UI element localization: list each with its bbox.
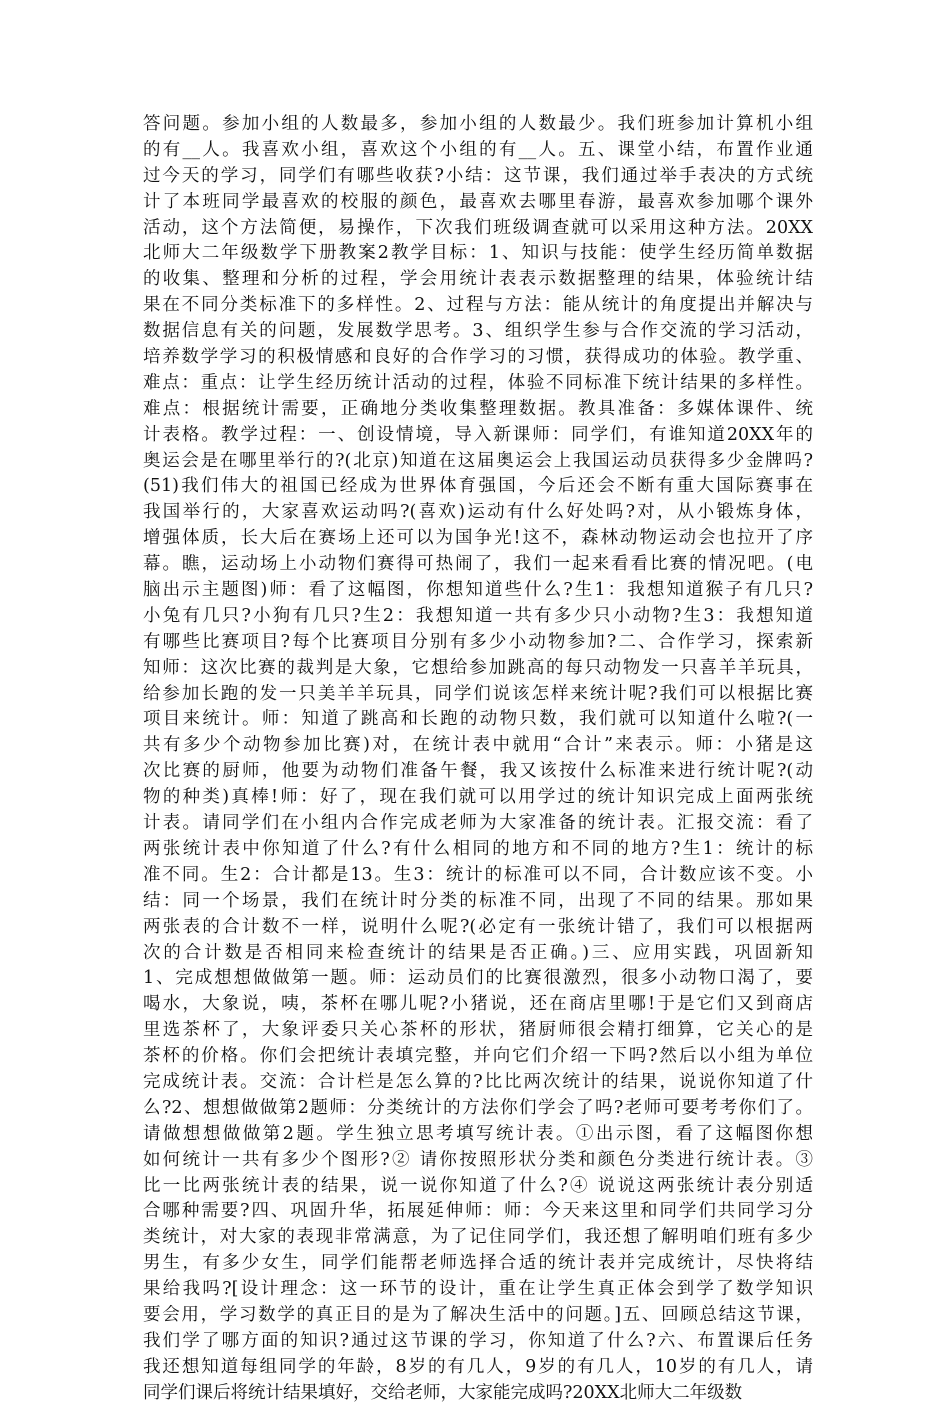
text-line: 共有多少个动物参加比赛)对，在统计表中就用“合计”来表示。师：小猪是这 — [143, 735, 813, 756]
text-line: 幕。瞧，运动场上小动物们赛得可热闹了，我们一起来看看比赛的情况吧。(电 — [143, 554, 813, 575]
text-line: 北师大二年级数学下册教案2教学目标：1、知识与技能：使学生经历简单数据 — [143, 243, 813, 264]
text-line: 脑出示主题图)师：看了这幅图，你想知道些什么?生1：我想知道猴子有几只? — [143, 580, 813, 601]
text-line: 答问题。参加小组的人数最多，参加小组的人数最少。我们班参加计算机小组 — [143, 114, 813, 134]
text-line: 同学们课后将统计结果填好，交给老师，大家能完成吗?20XX北师大二年级数 — [143, 1382, 743, 1403]
text-line: 给参加长跑的发一只美羊羊玩具，同学们说该怎样来统计呢?我们可以根据比赛 — [143, 683, 813, 704]
text-line: 类统计，对大家的表现非常满意，为了记住同学们，我还想了解明咱们班有多少 — [143, 1227, 813, 1248]
text-line: 我们学了哪方面的知识?通过这节课的学习，你知道了什么?六、布置课后任务 — [143, 1330, 813, 1351]
text-line: 过今天的学习，同学们有哪些收获?小结：这节课，我们通过举手表决的方式统 — [143, 165, 813, 186]
text-line: 里选茶杯了，大象评委只关心茶杯的形状，猪厨师很会精打细算，它关心的是 — [143, 1020, 813, 1041]
text-line: 1、完成想想做做第一题。师：运动员们的比赛很激烈，很多小动物口渴了，要 — [143, 968, 813, 989]
text-line: 有哪些比赛项目?每个比赛项目分别有多少小动物参加?二、合作学习，探索新 — [143, 631, 813, 652]
text-line: 男生，有多少女生，同学们能帮老师选择合适的统计表并完成统计，尽快将结 — [143, 1253, 813, 1274]
text-line: 计表格。教学过程：一、创设情境，导入新课师：同学们，有谁知道20XX年的 — [143, 424, 813, 445]
text-line: 我国举行的，大家喜欢运动吗?(喜欢)运动有什么好处吗?对，从小锻炼身体， — [143, 502, 813, 523]
text-line: 喝水，大象说，咦，茶杯在哪儿呢?小猪说，还在商店里哪!于是它们又到商店 — [143, 994, 813, 1015]
text-line: 物的种类)真棒!师：好了，现在我们就可以用学过的统计知识完成上面两张统 — [143, 787, 813, 808]
text-line: 计表。请同学们在小组内合作完成老师为大家准备的统计表。汇报交流：看了 — [143, 813, 813, 834]
text-line: 计了本班同学最喜欢的校服的颜色，最喜欢去哪里春游，最喜欢参加哪个课外 — [143, 191, 813, 212]
text-line: 两张表的合计数不一样，说明什么呢?(必定有一张统计错了，我们可以根据两 — [143, 916, 813, 937]
text-line: (51)我们伟大的祖国已经成为世界体育强国，今后还会不断有重大国际赛事在 — [143, 476, 813, 497]
text-line: 次的合计数是否相同来检查统计的结果是否正确。)三、应用实践，巩固新知 — [143, 942, 813, 963]
text-line: 我还想知道每组同学的年龄，8岁的有几人，9岁的有几人，10岁的有几人，请 — [143, 1356, 813, 1377]
text-line: 的有__人。我喜欢小组，喜欢这个小组的有__人。五、课堂小结，布置作业通 — [143, 139, 813, 160]
text-line: 项目来统计。师：知道了跳高和长跑的动物只数，我们就可以知道什么啦?(一 — [143, 709, 813, 730]
text-line: 活动，这个方法简便，易操作，下次我们班级调查就可以采用这种方法。20XX — [143, 217, 813, 238]
text-line: 奥运会是在哪里举行的?(北京)知道在这届奥运会上我国运动员获得多少金牌吗? — [143, 450, 813, 471]
text-line: 知师：这次比赛的裁判是大象，它想给参加跳高的每只动物发一只喜羊羊玩具， — [143, 657, 813, 678]
text-line: 结：同一个场景，我们在统计时分类的标准不同，出现了不同的结果。那如果 — [143, 890, 813, 911]
text-line: 的收集、整理和分析的过程，学会用统计表表示数据整理的结果，体验统计结 — [143, 269, 813, 290]
text-line: 两张统计表中你知道了什么?有什么相同的地方和不同的地方?生1：统计的标 — [143, 838, 813, 859]
text-line: 次比赛的厨师，他要为动物们准备午餐，我又该按什么标准来进行统计呢?(动 — [143, 761, 813, 782]
text-line: 数据信息有关的问题，发展数学思考。3、组织学生参与合作交流的学习活动， — [143, 321, 813, 342]
body-text — [143, 112, 813, 1407]
text-line: 难点：重点：让学生经历统计活动的过程，体验不同标准下统计结果的多样性。 — [143, 372, 813, 393]
text-line: 果在不同分类标准下的多样性。2、过程与方法：能从统计的角度提出并解决与 — [143, 295, 813, 316]
text-line: 比一比两张统计表的结果，说一说你知道了什么?④ 说说这两张统计表分别适 — [143, 1175, 813, 1196]
text-line: 要会用，学习数学的真正目的是为了解决生活中的问题。]五、回顾总结这节课， — [143, 1304, 813, 1325]
text-line: 如何统计一共有多少个图形?② 请你按照形状分类和颜色分类进行统计表。③ — [143, 1149, 813, 1170]
text-line: 增强体质，长大后在赛场上还可以为国争光!这不，森林动物运动会也拉开了序 — [143, 528, 813, 549]
text-line: 培养数学学习的积极情感和良好的合作学习的习惯，获得成功的体验。教学重、 — [143, 347, 813, 368]
text-line: 难点：根据统计需要，正确地分类收集整理数据。教具准备：多媒体课件、统 — [143, 398, 813, 419]
text-line: 合哪种需要?四、巩固升华，拓展延伸师：师：今天来这里和同学们共同学习分 — [143, 1201, 813, 1222]
text-line: 么?2、想想做做第2题师：分类统计的方法你们学会了吗?老师可要考考你们了。 — [143, 1097, 813, 1118]
text-line: 果给我吗?[设计理念：这一环节的设计，重在让学生真正体会到学了数学知识 — [143, 1279, 813, 1300]
text-line: 茶杯的价格。你们会把统计表填完整，并向它们介绍一下吗?然后以小组为单位 — [143, 1046, 813, 1067]
text-line: 准不同。生2：合计都是13。生3：统计的标准可以不同，合计数应该不变。小 — [143, 864, 813, 885]
text-line: 完成统计表。交流：合计栏是怎么算的?比比两次统计的结果，说说你知道了什 — [143, 1071, 813, 1092]
text-line: 请做想想做做第2题。学生独立思考填写统计表。①出示图，看了这幅图你想 — [143, 1123, 813, 1144]
text-line: 小兔有几只?小狗有几只?生2：我想知道一共有多少只小动物?生3：我想知道 — [143, 605, 813, 626]
